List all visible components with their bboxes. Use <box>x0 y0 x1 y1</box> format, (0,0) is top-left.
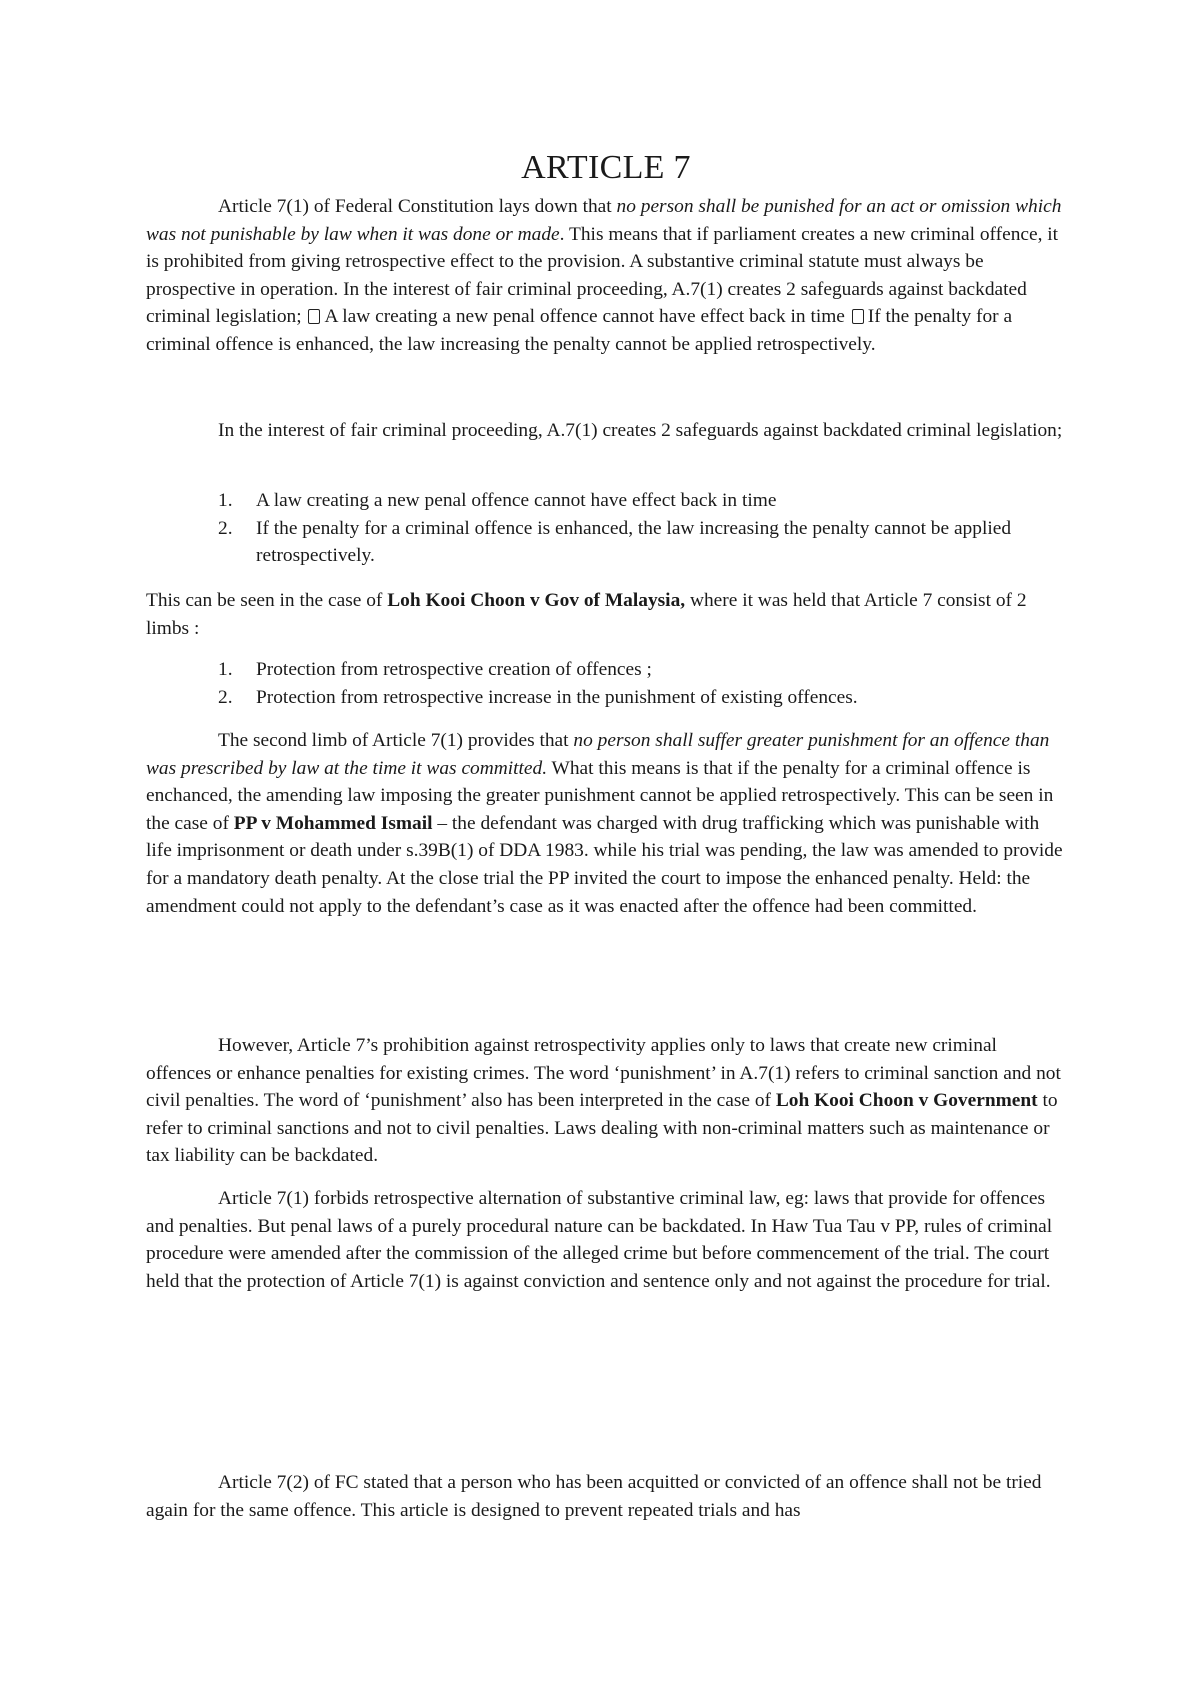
case-name-loh-kooi-choon: Loh Kooi Choon v Gov of Malaysia, <box>387 590 686 611</box>
missing-glyph-box-icon <box>852 309 864 324</box>
paragraph-case-loh: This can be seen in the case of Loh Kooi Choon v Gov of Malaysia, where it was held that Article 7 consist of 2 limbs : <box>146 590 1027 639</box>
second-limb-italic-quote: no person shall suffer greater punishment for an offence than was prescribed by law at the time it was committed. <box>146 730 1050 779</box>
paragraph-intro <box>146 193 1066 359</box>
intro-italic-quote: no person shall be punished for an act or omission which was not punishable by law when it was done or made <box>146 196 1062 245</box>
list-item: 1. A law creating a new penal offence cannot have effect back in time <box>218 490 777 511</box>
intro-text-a: Article 7(1) of Federal Constitution lays down that <box>218 196 617 217</box>
paragraph-second-limb: The second limb of Article 7(1) provides that no person shall suffer greater punishment for an offence than was prescribed by law at the time it was committed. What this means is that if the penalty for a criminal offence is enchanced, the amending law imposing the greater punishment cannot be applied retrospectively. This can be seen in the case of PP v Mohammed Ismail – the defendant was charged with drug trafficking which was punishable with life imprisonment or death under s.39B(1) of DDA 1983. while his trial was pending, the law was amended to provide for a mandatory death penalty. At the close trial the PP invited the court to impose the enhanced penalty. Held: the amendment could not apply to the defendant’s case as it was enacted after the offence had been committed. <box>146 730 1063 917</box>
article-7-2-text: Article 7(2) of FC stated that a person who has been acquitted or convicted of an offence shall not be tried again for the same offence. This article is designed to prevent repeated trials and has <box>146 1472 1042 1521</box>
procedural-text: Article 7(1) forbids retrospective alternation of substantive criminal law, eg: laws that provide for offences and penalties. But penal laws of a purely procedural nature can be backdated. In Haw Tua Tau v PP, rules of criminal procedure were amended after the commission of the alleged crime but before commencement of the trial. The court held that the protection of Article 7(1) is against conviction and sentence only and not against the procedure for trial. <box>146 1188 1053 1292</box>
list-item: 1. Protection from retrospective creation of offences ; <box>218 659 652 680</box>
list-item: 2. If the penalty for a criminal offence is enhanced, the law increasing the penalty cannot be applied retrospectively. <box>218 517 1012 567</box>
safeguards-text: In the interest of fair criminal proceeding, A.7(1) creates 2 safeguards against backdated criminal legislation; <box>218 420 1063 441</box>
missing-glyph-box-icon <box>308 309 320 324</box>
paragraph-punishment: However, Article 7’s prohibition against retrospectivity applies only to laws that create new criminal offences or enhance penalties for existing crimes. The word ‘punishment’ in A.7(1) refers to criminal sanction and not civil penalties. The word of ‘punishment’ also has been interpreted in the case of Loh Kooi Choon v Government to refer to criminal sanctions and not to civil penalties. Laws dealing with non-criminal matters such as maintenance or tax liability can be backdated. <box>146 1035 1061 1167</box>
paragraph-procedural <box>146 1185 1066 1295</box>
document-title: ARTICLE 7 <box>521 149 691 186</box>
case-name-loh-kooi-choon-government: Loh Kooi Choon v Government <box>775 1090 1038 1112</box>
list-item: 2. Protection from retrospective increase in the punishment of existing offences. <box>218 686 858 708</box>
limbs-list <box>146 656 1066 711</box>
intro-text-b: . This means that if parliament creates a new criminal offence, it is prohibited from giving retrospective effect to the provision. A substantive criminal statute must always be prospective in operation. In the interest of fair criminal proceeding, A.7(1) creates 2 safeguards against backdated criminal legislation; <box>146 223 1059 328</box>
paragraph-safeguards <box>146 417 1066 445</box>
safeguards-list <box>146 487 1066 570</box>
case-name-pp-v-mohammed-ismail: PP v Mohammed Ismail <box>233 812 433 834</box>
intro-text-c: A law creating a new penal offence cannot have effect back in time <box>324 306 850 328</box>
paragraph-article-7-2 <box>146 1469 1066 1524</box>
intro-text-d: If the penalty for a criminal offence is enhanced, the law increasing the penalty cannot be applied retrospectively. <box>146 306 1013 355</box>
